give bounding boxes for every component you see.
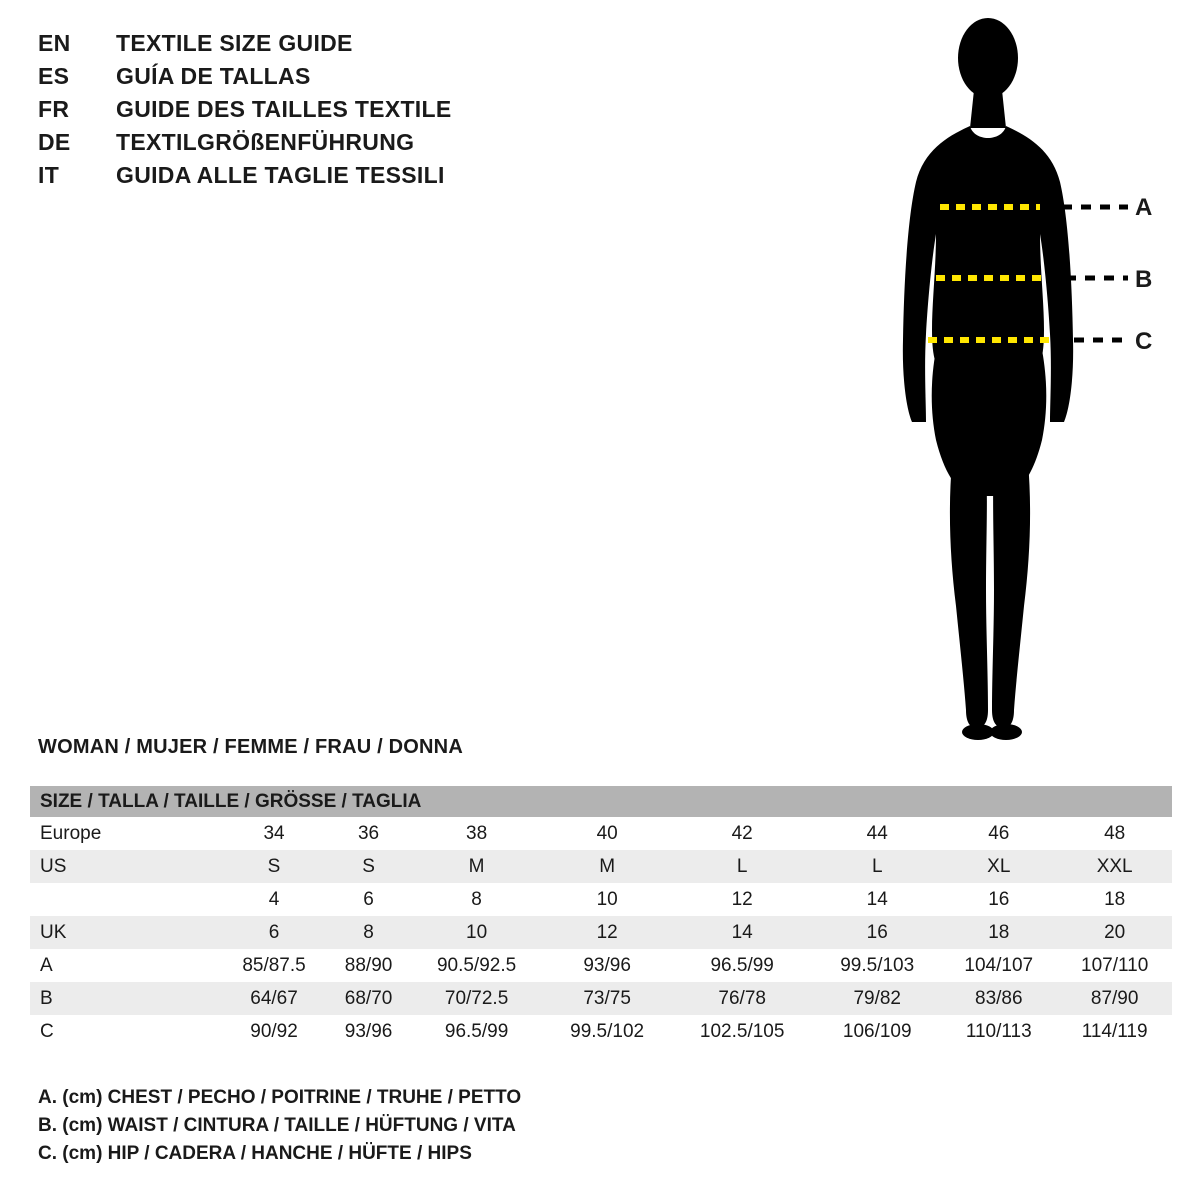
legend-waist: B. (cm) WAIST / CINTURA / TAILLE / HÜFTUNG / VITA xyxy=(38,1115,516,1136)
cell: 90/92 xyxy=(220,1015,328,1048)
measurement-figure xyxy=(860,10,1190,750)
cell: 83/86 xyxy=(940,982,1057,1015)
cell: 68/70 xyxy=(328,982,409,1015)
measurement-legend xyxy=(38,1088,938,1172)
row-label: Europe xyxy=(30,817,220,850)
cell: 110/113 xyxy=(940,1015,1057,1048)
cell: 96.5/99 xyxy=(670,949,814,982)
cell: 107/110 xyxy=(1057,949,1172,982)
legend-hip: C. (cm) HIP / CADERA / HANCHE / HÜFTE / HIPS xyxy=(38,1143,472,1164)
row-label xyxy=(30,883,220,916)
cell: 18 xyxy=(940,916,1057,949)
cell: XL xyxy=(940,850,1057,883)
cell: 12 xyxy=(544,916,670,949)
language-title: TEXTILGRÖßENFÜHRUNG xyxy=(116,129,415,155)
row-label: A xyxy=(30,949,220,982)
cell: 99.5/102 xyxy=(544,1015,670,1048)
row-label: B xyxy=(30,982,220,1015)
language-code: IT xyxy=(38,162,60,188)
language-code: DE xyxy=(38,129,71,155)
row-label: C xyxy=(30,1015,220,1048)
cell: 10 xyxy=(409,916,544,949)
table-header-band xyxy=(30,786,1172,817)
language-title: GUIDA ALLE TAGLIE TESSILI xyxy=(116,162,445,188)
cell: 18 xyxy=(1057,883,1172,916)
table-row xyxy=(30,883,1172,916)
cell: 70/72.5 xyxy=(409,982,544,1015)
table-row xyxy=(30,850,1172,883)
language-title-block xyxy=(38,30,658,195)
cell: 16 xyxy=(940,883,1057,916)
cell: L xyxy=(814,850,940,883)
cell: 76/78 xyxy=(670,982,814,1015)
language-row xyxy=(38,30,658,63)
table-row xyxy=(30,949,1172,982)
language-code: FR xyxy=(38,96,70,122)
cell: S xyxy=(328,850,409,883)
cell: 38 xyxy=(409,817,544,850)
table-row xyxy=(30,982,1172,1015)
language-row xyxy=(38,63,658,96)
language-row xyxy=(38,129,658,162)
label-chest-a: A xyxy=(1135,194,1153,221)
female-silhouette-icon xyxy=(860,10,1190,750)
cell: 6 xyxy=(220,916,328,949)
cell: 34 xyxy=(220,817,328,850)
cell: 40 xyxy=(544,817,670,850)
cell: 20 xyxy=(1057,916,1172,949)
size-chart-table xyxy=(30,786,1172,1048)
cell: 48 xyxy=(1057,817,1172,850)
cell: 102.5/105 xyxy=(670,1015,814,1048)
cell: 10 xyxy=(544,883,670,916)
cell: 96.5/99 xyxy=(409,1015,544,1048)
cell: 73/75 xyxy=(544,982,670,1015)
cell: 8 xyxy=(328,916,409,949)
cell: 99.5/103 xyxy=(814,949,940,982)
legend-chest: A. (cm) CHEST / PECHO / POITRINE / TRUHE / PETTO xyxy=(38,1087,522,1108)
cell: M xyxy=(544,850,670,883)
cell: 87/90 xyxy=(1057,982,1172,1015)
cell: S xyxy=(220,850,328,883)
cell: 14 xyxy=(670,916,814,949)
language-code: EN xyxy=(38,30,71,56)
row-label: US xyxy=(30,850,220,883)
language-row xyxy=(38,96,658,129)
row-label: UK xyxy=(30,916,220,949)
language-row xyxy=(38,162,658,195)
cell: M xyxy=(409,850,544,883)
cell: 16 xyxy=(814,916,940,949)
cell: 88/90 xyxy=(328,949,409,982)
label-waist-b: B xyxy=(1135,266,1153,293)
language-title: GUIDE DES TAILLES TEXTILE xyxy=(116,96,452,122)
cell: 114/119 xyxy=(1057,1015,1172,1048)
language-code: ES xyxy=(38,63,70,89)
cell: 90.5/92.5 xyxy=(409,949,544,982)
cell: 6 xyxy=(328,883,409,916)
language-title: GUÍA DE TALLAS xyxy=(116,63,311,89)
cell: XXL xyxy=(1057,850,1172,883)
cell: 44 xyxy=(814,817,940,850)
cell: 106/109 xyxy=(814,1015,940,1048)
cell: 14 xyxy=(814,883,940,916)
cell: 42 xyxy=(670,817,814,850)
cell: 36 xyxy=(328,817,409,850)
table-row xyxy=(30,1015,1172,1048)
table-row xyxy=(30,817,1172,850)
language-title: TEXTILE SIZE GUIDE xyxy=(116,30,353,56)
table-header-label: SIZE / TALLA / TAILLE / GRÖSSE / TAGLIA xyxy=(30,786,1172,817)
cell: 8 xyxy=(409,883,544,916)
cell: 104/107 xyxy=(940,949,1057,982)
cell: 85/87.5 xyxy=(220,949,328,982)
cell: L xyxy=(670,850,814,883)
cell: 93/96 xyxy=(328,1015,409,1048)
table-section-title: WOMAN / MUJER / FEMME / FRAU / DONNA xyxy=(38,736,463,758)
cell: 4 xyxy=(220,883,328,916)
cell: 93/96 xyxy=(544,949,670,982)
table-row xyxy=(30,916,1172,949)
label-hip-c: C xyxy=(1135,328,1153,355)
cell: 79/82 xyxy=(814,982,940,1015)
cell: 46 xyxy=(940,817,1057,850)
cell: 64/67 xyxy=(220,982,328,1015)
cell: 12 xyxy=(670,883,814,916)
